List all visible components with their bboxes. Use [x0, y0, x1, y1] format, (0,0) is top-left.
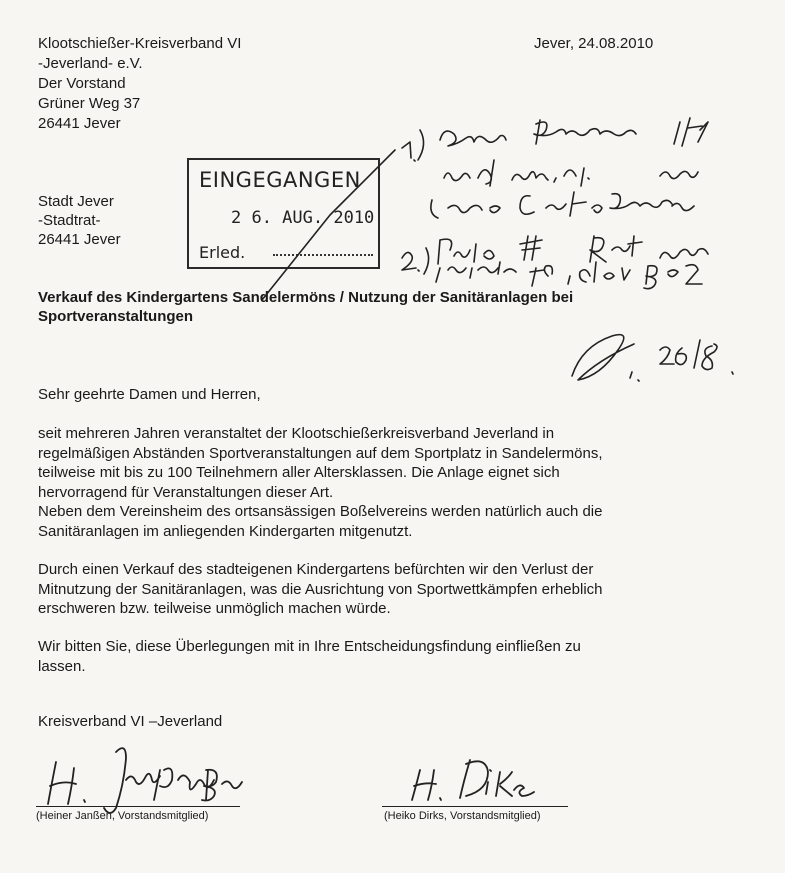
annotation-scribble-line-1: [440, 118, 708, 146]
paragraph-line: Neben dem Vereinsheim des ortsansässigen Boßelvereins werden natürlich auch die: [38, 503, 603, 520]
salutation: Sehr geehrte Damen und Herren,: [38, 386, 261, 403]
signature-caption-2: (Heiko Dirks, Vorstandsmitglied): [384, 810, 541, 822]
paragraph-line: lassen.: [38, 657, 86, 675]
sender-street: Grüner Weg 37: [38, 95, 141, 112]
stamp-erled: Erled.: [199, 243, 246, 262]
sender-role: Der Vorstand: [38, 75, 126, 92]
recipient-line3: 26441 Jever: [38, 231, 121, 248]
annotation-scribble-line-3: [431, 192, 694, 218]
annotation-marker-1: [402, 130, 424, 161]
signature-2-scribble: [412, 760, 534, 800]
paragraph-line: erschweren bzw. teilweise unmöglich machen würde.: [38, 600, 391, 617]
paragraph-line: Sanitäranlagen im anliegenden Kindergarten mitgenutzt.: [38, 522, 413, 540]
annotation-scribble-line-5: [436, 262, 702, 289]
date-line: Jever, 24.08.2010: [534, 35, 654, 52]
annotation-initials: [572, 335, 634, 380]
recipient-line1: Stadt Jever: [38, 193, 114, 210]
diagonal-pen-stroke: [262, 150, 395, 300]
sender-org: Klootschießer-Kreisverband VI: [38, 35, 242, 52]
paragraph-line: Mitnutzung der Sanitäranlagen, was die Ausrichtung von Sportwettkämpfen erheblich: [38, 580, 603, 598]
annotation-scribble-line-4: [438, 236, 708, 264]
annotation-marker-2: [402, 248, 429, 274]
closing: Kreisverband VI –Jeverland: [38, 713, 223, 730]
paragraph-line: regelmäßigen Abständen Sportveranstaltungen auf dem Sportplatz in Sandelermöns,: [38, 444, 603, 462]
paragraph-line: hervorragend für Veranstaltungen dieser Art.: [38, 483, 334, 501]
stamp-date: 2 6. AUG. 2010: [231, 208, 375, 228]
annotation-scribble-line-2: [444, 160, 698, 186]
sender-org2: -Jeverland- e.V.: [38, 55, 143, 72]
paragraph-line: Durch einen Verkauf des stadteigenen Kindergartens befürchten wir den Verlust der: [38, 561, 594, 578]
sender-city: 26441 Jever: [38, 115, 121, 132]
signature-1-scribble: [48, 748, 242, 813]
annotation-date-mark: [630, 340, 733, 381]
paragraph-line: teilweise mit bis zu 100 Teilnehmern aller Altersklassen. Die Anlage eignet sich: [38, 464, 560, 481]
stamp-title: EINGEGANGEN: [199, 168, 361, 192]
subject-line2: Sportveranstaltungen: [38, 308, 194, 325]
recipient-line2: -Stadtrat-: [38, 212, 101, 229]
signature-caption-1: (Heiner Janßen, Vorstandsmitglied): [36, 810, 209, 822]
paragraph-line: seit mehreren Jahren veranstaltet der Klootschießerkreisverband Jeverland in: [38, 425, 555, 442]
subject-line1: Verkauf des Kindergartens Sandelermöns / Nutzung der Sanitäranlagen bei: [38, 289, 574, 306]
paragraph-line: Wir bitten Sie, diese Überlegungen mit in Ihre Entscheidungsfindung einfließen zu: [38, 638, 581, 655]
